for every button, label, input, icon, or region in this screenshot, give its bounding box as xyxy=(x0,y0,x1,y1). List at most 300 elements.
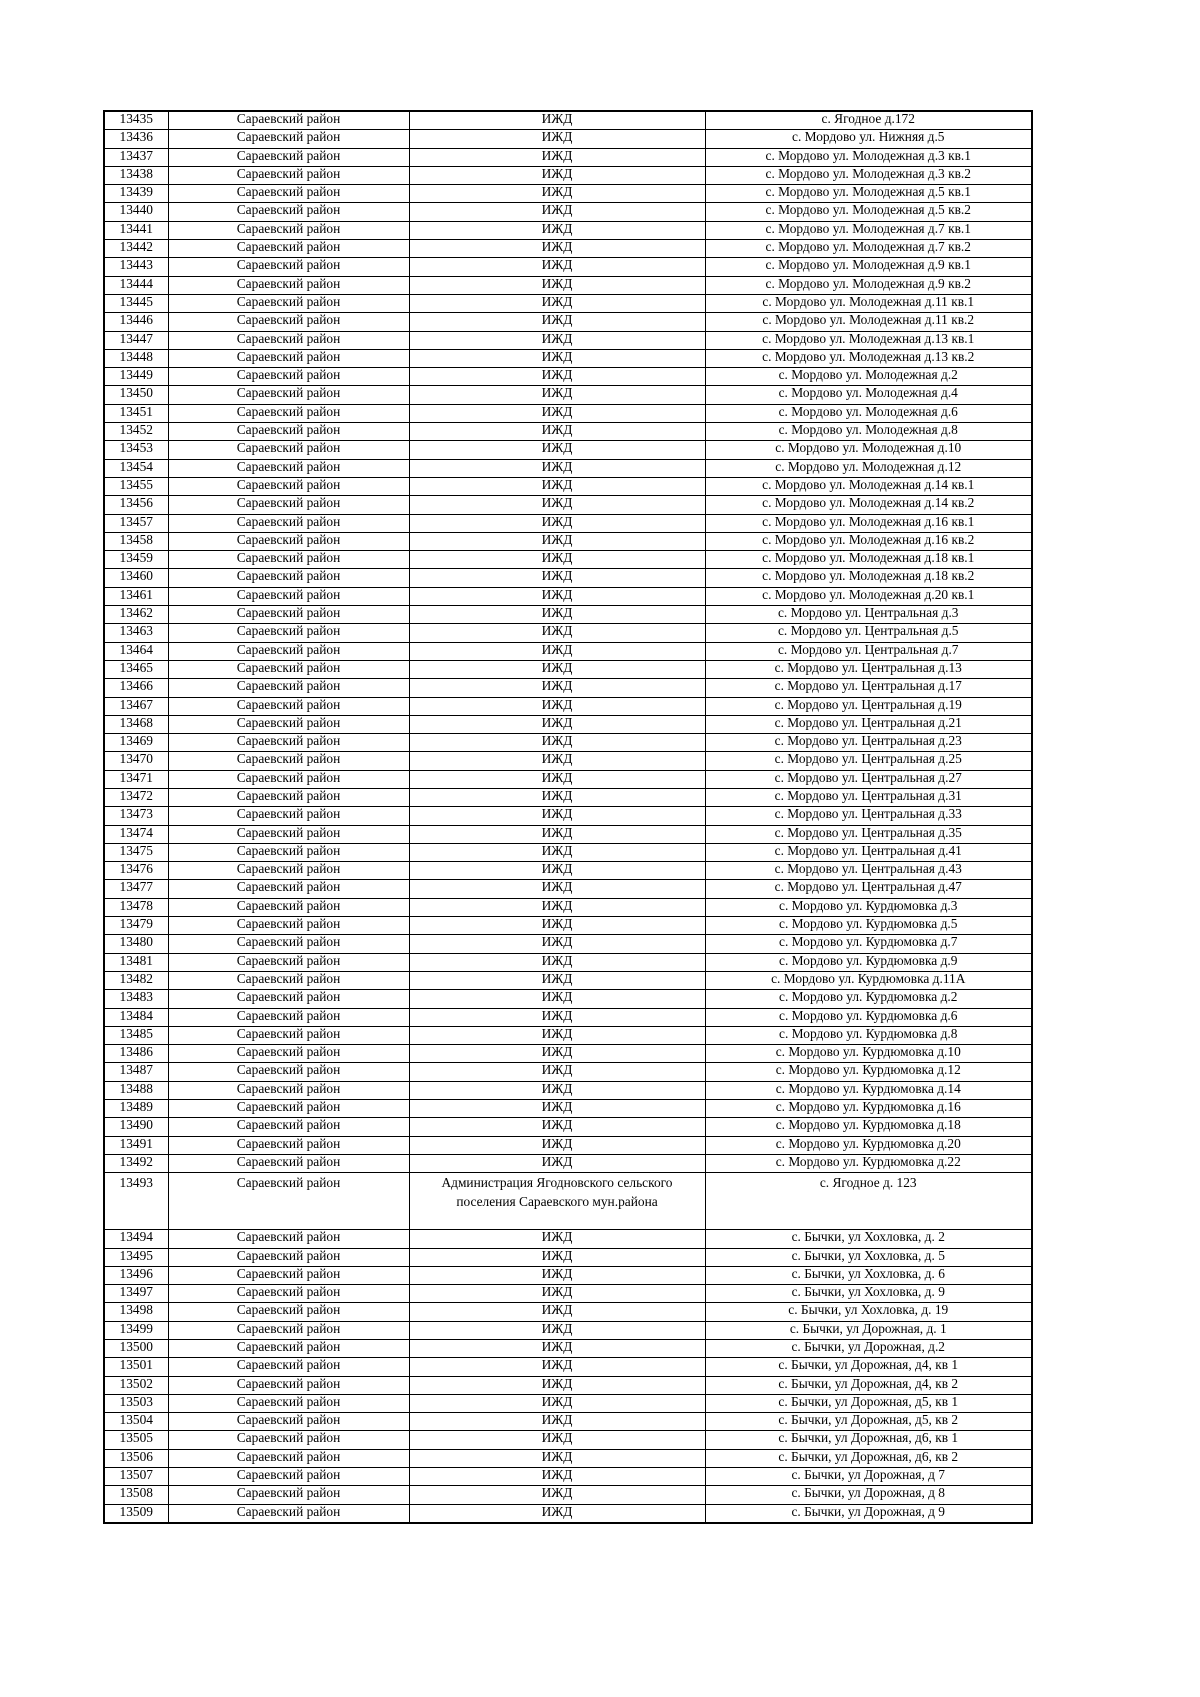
cell-object-type: ИЖД xyxy=(409,679,705,697)
cell-number: 13481 xyxy=(104,953,168,971)
cell-address: с. Мордово ул. Молодежная д.18 кв.2 xyxy=(705,569,1032,587)
table-row xyxy=(104,1321,1032,1339)
cell-district: Сараевский район xyxy=(168,1376,409,1394)
cell-number: 13446 xyxy=(104,313,168,331)
cell-address: с. Бычки, ул Дорожная, д6, кв 1 xyxy=(705,1431,1032,1449)
cell-object-type: ИЖД xyxy=(409,569,705,587)
cell-address: с. Мордово ул. Молодежная д.5 кв.2 xyxy=(705,203,1032,221)
cell-address: с. Мордово ул. Курдюмовка д.18 xyxy=(705,1118,1032,1136)
cell-district: Сараевский район xyxy=(168,496,409,514)
cell-object-type: ИЖД xyxy=(409,496,705,514)
cell-address: с. Мордово ул. Центральная д.5 xyxy=(705,624,1032,642)
cell-object-type: ИЖД xyxy=(409,1376,705,1394)
cell-district: Сараевский район xyxy=(168,368,409,386)
cell-object-type: ИЖД xyxy=(409,1081,705,1099)
cell-address: с. Бычки, ул Хохловка, д. 2 xyxy=(705,1230,1032,1248)
cell-object-type: ИЖД xyxy=(409,240,705,258)
cell-number: 13445 xyxy=(104,294,168,312)
cell-address: с. Мордово ул. Молодежная д.9 кв.1 xyxy=(705,258,1032,276)
cell-object-type: ИЖД xyxy=(409,294,705,312)
table-row xyxy=(104,624,1032,642)
cell-object-type: ИЖД xyxy=(409,1136,705,1154)
cell-address: с. Мордово ул. Молодежная д.7 кв.1 xyxy=(705,221,1032,239)
cell-number: 13498 xyxy=(104,1303,168,1321)
table-row xyxy=(104,1486,1032,1504)
cell-number: 13452 xyxy=(104,423,168,441)
cell-number: 13503 xyxy=(104,1394,168,1412)
table-row xyxy=(104,496,1032,514)
cell-number: 13437 xyxy=(104,148,168,166)
cell-object-type: ИЖД xyxy=(409,1063,705,1081)
cell-object-type: ИЖД xyxy=(409,807,705,825)
cell-object-type: ИЖД xyxy=(409,551,705,569)
cell-number: 13466 xyxy=(104,679,168,697)
cell-number: 13489 xyxy=(104,1100,168,1118)
cell-object-type: ИЖД xyxy=(409,825,705,843)
cell-address: с. Мордово ул. Центральная д.35 xyxy=(705,825,1032,843)
cell-district: Сараевский район xyxy=(168,1468,409,1486)
cell-number: 13472 xyxy=(104,788,168,806)
cell-address: с. Мордово ул. Центральная д.17 xyxy=(705,679,1032,697)
cell-district: Сараевский район xyxy=(168,514,409,532)
cell-object-type: ИЖД xyxy=(409,166,705,184)
cell-address: с. Бычки, ул Дорожная, д 9 xyxy=(705,1504,1032,1523)
cell-object-type: ИЖД xyxy=(409,386,705,404)
cell-district: Сараевский район xyxy=(168,203,409,221)
cell-number: 13436 xyxy=(104,130,168,148)
table-row xyxy=(104,313,1032,331)
cell-object-type: ИЖД xyxy=(409,788,705,806)
cell-number: 13488 xyxy=(104,1081,168,1099)
cell-object-type: ИЖД xyxy=(409,404,705,422)
table-row xyxy=(104,1100,1032,1118)
table-row xyxy=(104,404,1032,422)
cell-address: с. Мордово ул. Молодежная д.11 кв.1 xyxy=(705,294,1032,312)
cell-district: Сараевский район xyxy=(168,1008,409,1026)
cell-object-type: ИЖД xyxy=(409,935,705,953)
cell-number: 13439 xyxy=(104,185,168,203)
cell-number: 13501 xyxy=(104,1358,168,1376)
cell-number: 13471 xyxy=(104,770,168,788)
cell-number: 13475 xyxy=(104,843,168,861)
cell-object-type: Администрация Ягодновского сельского поселения Сараевского мун.района xyxy=(409,1173,705,1230)
cell-number: 13490 xyxy=(104,1118,168,1136)
cell-number: 13465 xyxy=(104,660,168,678)
cell-address: с. Мордово ул. Молодежная д.14 кв.1 xyxy=(705,477,1032,495)
cell-district: Сараевский район xyxy=(168,1413,409,1431)
cell-address: с. Бычки, ул Дорожная, д4, кв 2 xyxy=(705,1376,1032,1394)
cell-district: Сараевский район xyxy=(168,862,409,880)
cell-address: с. Мордово ул. Молодежная д.16 кв.2 xyxy=(705,532,1032,550)
cell-address: с. Бычки, ул Дорожная, д5, кв 1 xyxy=(705,1394,1032,1412)
table-row xyxy=(104,1303,1032,1321)
cell-district: Сараевский район xyxy=(168,569,409,587)
cell-address: с. Мордово ул. Молодежная д.3 кв.2 xyxy=(705,166,1032,184)
cell-district: Сараевский район xyxy=(168,1358,409,1376)
cell-address: с. Мордово ул. Центральная д.31 xyxy=(705,788,1032,806)
table-row xyxy=(104,240,1032,258)
table-row xyxy=(104,807,1032,825)
cell-address: с. Бычки, ул Дорожная, д. 1 xyxy=(705,1321,1032,1339)
cell-address: с. Мордово ул. Центральная д.47 xyxy=(705,880,1032,898)
table-row xyxy=(104,697,1032,715)
cell-address: с. Мордово ул. Центральная д.43 xyxy=(705,862,1032,880)
cell-address: с. Бычки, ул Дорожная, д5, кв 2 xyxy=(705,1413,1032,1431)
cell-number: 13485 xyxy=(104,1026,168,1044)
cell-district: Сараевский район xyxy=(168,1340,409,1358)
cell-number: 13494 xyxy=(104,1230,168,1248)
table-row xyxy=(104,331,1032,349)
cell-number: 13505 xyxy=(104,1431,168,1449)
cell-district: Сараевский район xyxy=(168,660,409,678)
cell-district: Сараевский район xyxy=(168,221,409,239)
cell-object-type: ИЖД xyxy=(409,1248,705,1266)
cell-number: 13462 xyxy=(104,606,168,624)
cell-object-type: ИЖД xyxy=(409,1285,705,1303)
table-row xyxy=(104,148,1032,166)
cell-number: 13493 xyxy=(104,1173,168,1230)
cell-district: Сараевский район xyxy=(168,642,409,660)
cell-district: Сараевский район xyxy=(168,1431,409,1449)
cell-address: с. Мордово ул. Молодежная д.12 xyxy=(705,459,1032,477)
table-row xyxy=(104,1431,1032,1449)
cell-object-type: ИЖД xyxy=(409,642,705,660)
cell-object-type: ИЖД xyxy=(409,221,705,239)
table-row xyxy=(104,185,1032,203)
table-row xyxy=(104,953,1032,971)
cell-address: с. Мордово ул. Молодежная д.2 xyxy=(705,368,1032,386)
cell-object-type: ИЖД xyxy=(409,1026,705,1044)
cell-number: 13474 xyxy=(104,825,168,843)
cell-object-type: ИЖД xyxy=(409,1266,705,1284)
cell-district: Сараевский район xyxy=(168,1100,409,1118)
cell-district: Сараевский район xyxy=(168,587,409,605)
cell-number: 13438 xyxy=(104,166,168,184)
cell-district: Сараевский район xyxy=(168,185,409,203)
cell-district: Сараевский район xyxy=(168,770,409,788)
cell-address: с. Мордово ул. Молодежная д.13 кв.1 xyxy=(705,331,1032,349)
cell-object-type: ИЖД xyxy=(409,917,705,935)
table-row xyxy=(104,788,1032,806)
cell-address: с. Мордово ул. Молодежная д.11 кв.2 xyxy=(705,313,1032,331)
cell-number: 13478 xyxy=(104,898,168,916)
cell-object-type: ИЖД xyxy=(409,734,705,752)
cell-object-type: ИЖД xyxy=(409,1100,705,1118)
table-row xyxy=(104,898,1032,916)
cell-object-type: ИЖД xyxy=(409,1468,705,1486)
cell-object-type: ИЖД xyxy=(409,258,705,276)
cell-address: с. Мордово ул. Курдюмовка д.2 xyxy=(705,990,1032,1008)
cell-number: 13508 xyxy=(104,1486,168,1504)
cell-district: Сараевский район xyxy=(168,752,409,770)
cell-address: с. Мордово ул. Курдюмовка д.20 xyxy=(705,1136,1032,1154)
cell-object-type: ИЖД xyxy=(409,1504,705,1523)
cell-number: 13486 xyxy=(104,1045,168,1063)
table-row xyxy=(104,752,1032,770)
cell-object-type: ИЖД xyxy=(409,368,705,386)
cell-address: с. Мордово ул. Центральная д.19 xyxy=(705,697,1032,715)
cell-number: 13468 xyxy=(104,715,168,733)
table-row xyxy=(104,1449,1032,1467)
cell-district: Сараевский район xyxy=(168,111,409,130)
cell-address: с. Ягодное д. 123 xyxy=(705,1173,1032,1230)
cell-address: с. Мордово ул. Молодежная д.10 xyxy=(705,441,1032,459)
cell-object-type: ИЖД xyxy=(409,477,705,495)
table-row xyxy=(104,587,1032,605)
table-row xyxy=(104,1340,1032,1358)
table-row xyxy=(104,368,1032,386)
cell-object-type: ИЖД xyxy=(409,1154,705,1172)
table-row xyxy=(104,294,1032,312)
cell-district: Сараевский район xyxy=(168,1045,409,1063)
cell-address: с. Мордово ул. Курдюмовка д.3 xyxy=(705,898,1032,916)
cell-number: 13444 xyxy=(104,276,168,294)
cell-number: 13482 xyxy=(104,971,168,989)
cell-object-type: ИЖД xyxy=(409,1321,705,1339)
cell-district: Сараевский район xyxy=(168,386,409,404)
cell-object-type: ИЖД xyxy=(409,331,705,349)
cell-district: Сараевский район xyxy=(168,917,409,935)
table-row xyxy=(104,551,1032,569)
cell-district: Сараевский район xyxy=(168,990,409,1008)
table-row xyxy=(104,1504,1032,1523)
cell-number: 13506 xyxy=(104,1449,168,1467)
cell-address: с. Мордово ул. Центральная д.41 xyxy=(705,843,1032,861)
cell-number: 13479 xyxy=(104,917,168,935)
cell-object-type: ИЖД xyxy=(409,459,705,477)
cell-object-type: ИЖД xyxy=(409,990,705,1008)
table-row xyxy=(104,130,1032,148)
cell-district: Сараевский район xyxy=(168,843,409,861)
cell-number: 13491 xyxy=(104,1136,168,1154)
cell-number: 13463 xyxy=(104,624,168,642)
table-row xyxy=(104,1118,1032,1136)
table-row xyxy=(104,1248,1032,1266)
cell-address: с. Мордово ул. Центральная д.27 xyxy=(705,770,1032,788)
cell-district: Сараевский район xyxy=(168,313,409,331)
cell-object-type: ИЖД xyxy=(409,697,705,715)
cell-district: Сараевский район xyxy=(168,258,409,276)
table-row xyxy=(104,111,1032,130)
cell-district: Сараевский район xyxy=(168,349,409,367)
cell-number: 13464 xyxy=(104,642,168,660)
cell-district: Сараевский район xyxy=(168,276,409,294)
cell-object-type: ИЖД xyxy=(409,715,705,733)
cell-district: Сараевский район xyxy=(168,734,409,752)
table-row xyxy=(104,1173,1032,1230)
cell-district: Сараевский район xyxy=(168,715,409,733)
cell-address: с. Мордово ул. Молодежная д.16 кв.1 xyxy=(705,514,1032,532)
cell-address: с. Мордово ул. Центральная д.13 xyxy=(705,660,1032,678)
cell-district: Сараевский район xyxy=(168,1285,409,1303)
cell-object-type: ИЖД xyxy=(409,1394,705,1412)
cell-object-type: ИЖД xyxy=(409,1303,705,1321)
cell-object-type: ИЖД xyxy=(409,770,705,788)
cell-address: с. Бычки, ул Дорожная, д4, кв 1 xyxy=(705,1358,1032,1376)
table-row xyxy=(104,1266,1032,1284)
cell-number: 13487 xyxy=(104,1063,168,1081)
cell-address: с. Мордово ул. Курдюмовка д.5 xyxy=(705,917,1032,935)
table-row xyxy=(104,843,1032,861)
cell-number: 13509 xyxy=(104,1504,168,1523)
cell-address: с. Бычки, ул Хохловка, д. 6 xyxy=(705,1266,1032,1284)
cell-object-type: ИЖД xyxy=(409,880,705,898)
cell-number: 13499 xyxy=(104,1321,168,1339)
cell-object-type: ИЖД xyxy=(409,349,705,367)
cell-district: Сараевский район xyxy=(168,606,409,624)
cell-address: с. Мордово ул. Молодежная д.5 кв.1 xyxy=(705,185,1032,203)
cell-district: Сараевский район xyxy=(168,971,409,989)
table-row xyxy=(104,1026,1032,1044)
cell-address: с. Мордово ул. Молодежная д.8 xyxy=(705,423,1032,441)
cell-object-type: ИЖД xyxy=(409,1449,705,1467)
cell-object-type: ИЖД xyxy=(409,898,705,916)
cell-object-type: ИЖД xyxy=(409,532,705,550)
table-row xyxy=(104,459,1032,477)
cell-district: Сараевский район xyxy=(168,1136,409,1154)
cell-address: с. Мордово ул. Курдюмовка д.7 xyxy=(705,935,1032,953)
cell-object-type: ИЖД xyxy=(409,276,705,294)
cell-object-type: ИЖД xyxy=(409,624,705,642)
cell-object-type: ИЖД xyxy=(409,130,705,148)
table-row xyxy=(104,276,1032,294)
table-row xyxy=(104,569,1032,587)
table-row xyxy=(104,1358,1032,1376)
table-row xyxy=(104,660,1032,678)
cell-object-type: ИЖД xyxy=(409,843,705,861)
cell-address: с. Мордово ул. Центральная д.23 xyxy=(705,734,1032,752)
cell-address: с. Мордово ул. Курдюмовка д.11А xyxy=(705,971,1032,989)
registry-table-body xyxy=(104,111,1032,1523)
cell-number: 13473 xyxy=(104,807,168,825)
cell-district: Сараевский район xyxy=(168,825,409,843)
table-row xyxy=(104,935,1032,953)
cell-address: с. Бычки, ул Хохловка, д. 19 xyxy=(705,1303,1032,1321)
table-row xyxy=(104,880,1032,898)
cell-address: с. Мордово ул. Молодежная д.7 кв.2 xyxy=(705,240,1032,258)
cell-address: с. Мордово ул. Центральная д.7 xyxy=(705,642,1032,660)
cell-district: Сараевский район xyxy=(168,551,409,569)
cell-object-type: ИЖД xyxy=(409,313,705,331)
table-row xyxy=(104,386,1032,404)
cell-district: Сараевский район xyxy=(168,953,409,971)
cell-address: с. Мордово ул. Молодежная д.13 кв.2 xyxy=(705,349,1032,367)
cell-district: Сараевский район xyxy=(168,532,409,550)
table-row xyxy=(104,221,1032,239)
cell-district: Сараевский район xyxy=(168,1321,409,1339)
cell-number: 13470 xyxy=(104,752,168,770)
cell-address: с. Мордово ул. Молодежная д.4 xyxy=(705,386,1032,404)
table-row xyxy=(104,642,1032,660)
cell-number: 13495 xyxy=(104,1248,168,1266)
cell-district: Сараевский район xyxy=(168,404,409,422)
cell-object-type: ИЖД xyxy=(409,1340,705,1358)
table-row xyxy=(104,423,1032,441)
cell-object-type: ИЖД xyxy=(409,148,705,166)
cell-object-type: ИЖД xyxy=(409,862,705,880)
cell-address: с. Мордово ул. Курдюмовка д.6 xyxy=(705,1008,1032,1026)
cell-number: 13461 xyxy=(104,587,168,605)
cell-object-type: ИЖД xyxy=(409,1045,705,1063)
cell-number: 13454 xyxy=(104,459,168,477)
cell-district: Сараевский район xyxy=(168,935,409,953)
cell-number: 13443 xyxy=(104,258,168,276)
table-row xyxy=(104,1008,1032,1026)
table-row xyxy=(104,1376,1032,1394)
cell-district: Сараевский район xyxy=(168,1154,409,1172)
table-row xyxy=(104,349,1032,367)
cell-address: с. Мордово ул. Курдюмовка д.14 xyxy=(705,1081,1032,1099)
cell-district: Сараевский район xyxy=(168,294,409,312)
table-row xyxy=(104,1063,1032,1081)
cell-district: Сараевский район xyxy=(168,697,409,715)
cell-object-type: ИЖД xyxy=(409,953,705,971)
cell-number: 13496 xyxy=(104,1266,168,1284)
cell-object-type: ИЖД xyxy=(409,514,705,532)
cell-district: Сараевский район xyxy=(168,1173,409,1230)
cell-address: с. Бычки, ул Дорожная, д.2 xyxy=(705,1340,1032,1358)
registry-table xyxy=(103,110,1033,1524)
cell-district: Сараевский район xyxy=(168,1118,409,1136)
cell-number: 13504 xyxy=(104,1413,168,1431)
table-row xyxy=(104,1154,1032,1172)
cell-object-type: ИЖД xyxy=(409,441,705,459)
cell-object-type: ИЖД xyxy=(409,1008,705,1026)
cell-object-type: ИЖД xyxy=(409,1358,705,1376)
cell-number: 13460 xyxy=(104,569,168,587)
cell-address: с. Мордово ул. Молодежная д.20 кв.1 xyxy=(705,587,1032,605)
cell-district: Сараевский район xyxy=(168,166,409,184)
cell-district: Сараевский район xyxy=(168,240,409,258)
table-row xyxy=(104,862,1032,880)
cell-district: Сараевский район xyxy=(168,477,409,495)
cell-number: 13457 xyxy=(104,514,168,532)
cell-number: 13484 xyxy=(104,1008,168,1026)
cell-number: 13450 xyxy=(104,386,168,404)
cell-district: Сараевский район xyxy=(168,788,409,806)
cell-number: 13467 xyxy=(104,697,168,715)
cell-object-type: ИЖД xyxy=(409,1486,705,1504)
cell-address: с. Бычки, ул Дорожная, д 8 xyxy=(705,1486,1032,1504)
table-row xyxy=(104,825,1032,843)
cell-district: Сараевский район xyxy=(168,423,409,441)
cell-district: Сараевский район xyxy=(168,1504,409,1523)
cell-district: Сараевский район xyxy=(168,1449,409,1467)
cell-address: с. Мордово ул. Нижняя д.5 xyxy=(705,130,1032,148)
cell-number: 13500 xyxy=(104,1340,168,1358)
table-row xyxy=(104,1045,1032,1063)
table-row xyxy=(104,679,1032,697)
cell-object-type: ИЖД xyxy=(409,423,705,441)
table-row xyxy=(104,1081,1032,1099)
table-row xyxy=(104,1285,1032,1303)
cell-district: Сараевский район xyxy=(168,1026,409,1044)
cell-address: с. Мордово ул. Курдюмовка д.16 xyxy=(705,1100,1032,1118)
cell-address: с. Мордово ул. Молодежная д.3 кв.1 xyxy=(705,148,1032,166)
cell-address: с. Мордово ул. Курдюмовка д.12 xyxy=(705,1063,1032,1081)
cell-district: Сараевский район xyxy=(168,898,409,916)
cell-object-type: ИЖД xyxy=(409,1413,705,1431)
cell-address: с. Мордово ул. Курдюмовка д.9 xyxy=(705,953,1032,971)
cell-district: Сараевский район xyxy=(168,1266,409,1284)
cell-district: Сараевский район xyxy=(168,624,409,642)
table-row xyxy=(104,203,1032,221)
cell-address: с. Мордово ул. Молодежная д.9 кв.2 xyxy=(705,276,1032,294)
cell-object-type: ИЖД xyxy=(409,111,705,130)
cell-number: 13459 xyxy=(104,551,168,569)
table-row xyxy=(104,971,1032,989)
cell-number: 13451 xyxy=(104,404,168,422)
